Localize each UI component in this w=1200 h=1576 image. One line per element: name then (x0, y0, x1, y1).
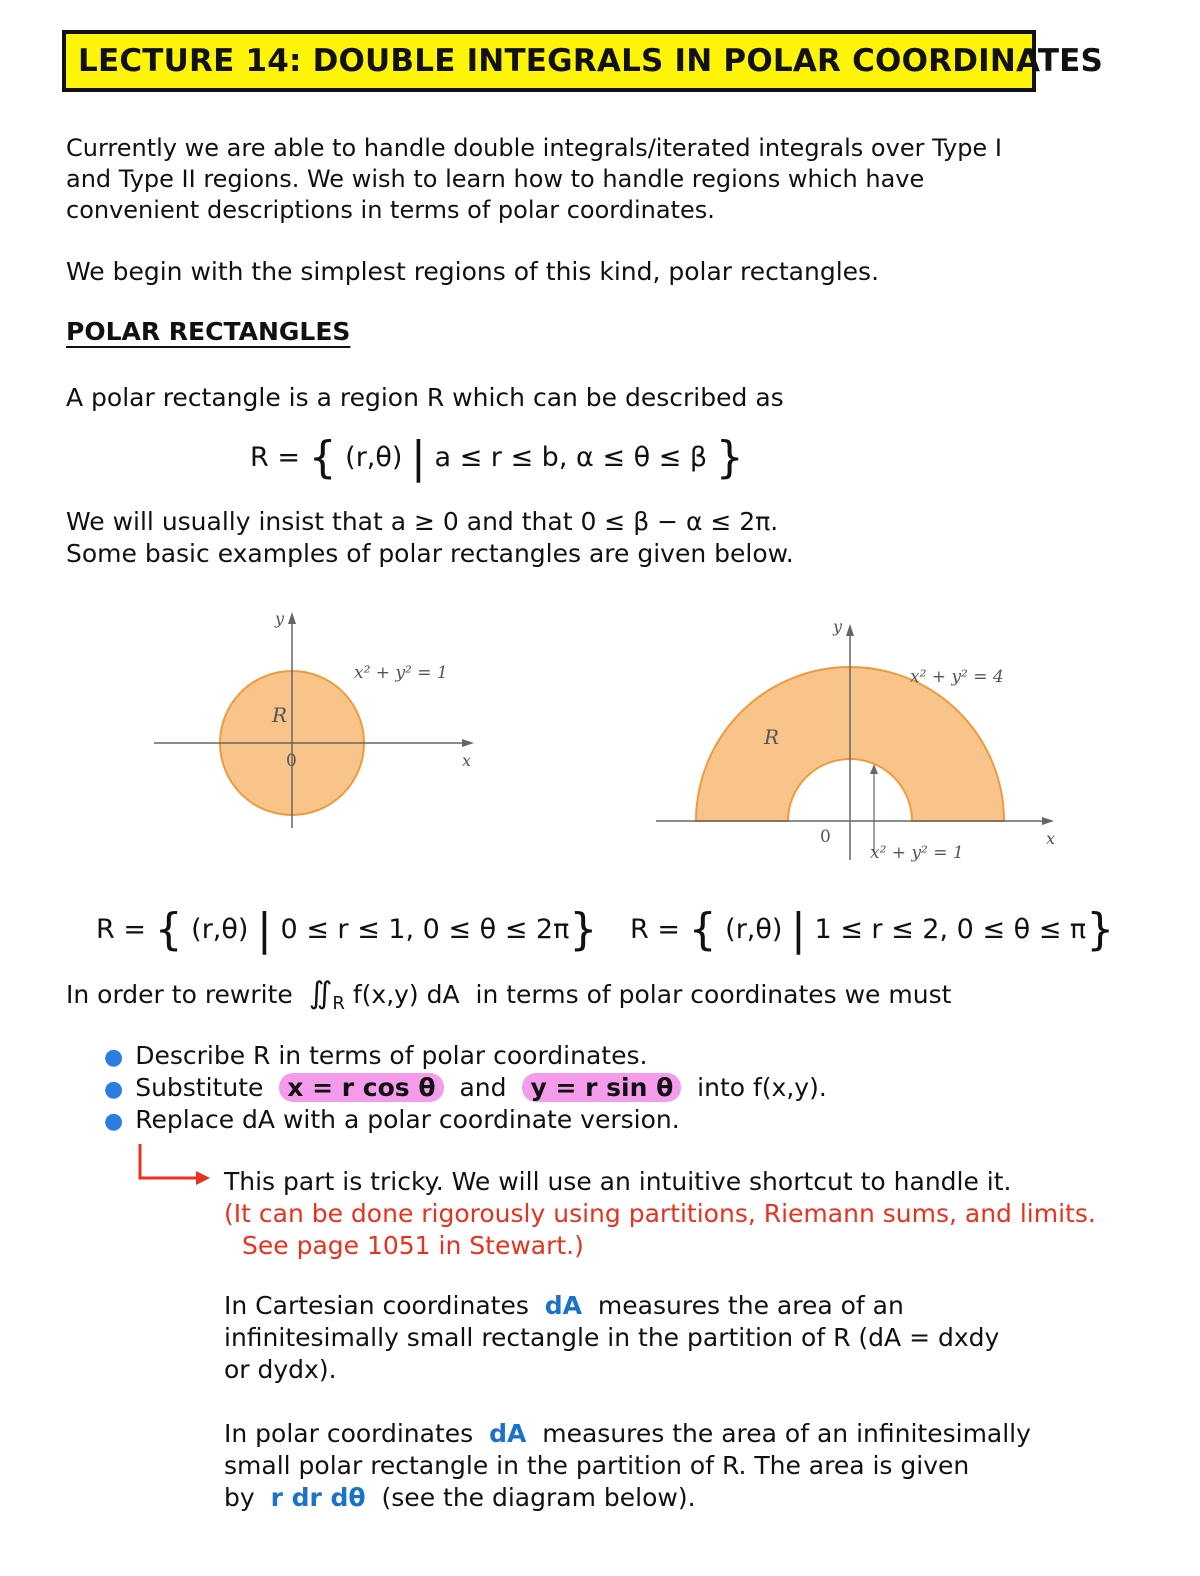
close-brace: } (1086, 904, 1115, 955)
integral-subscript: R (332, 993, 345, 1014)
bullet-pre: Substitute (135, 1073, 264, 1102)
polar-line-3 (224, 1482, 696, 1514)
highlight-x: x = r cos θ (279, 1073, 443, 1102)
red-arrow-icon (134, 1140, 214, 1196)
open-brace: { (308, 432, 337, 483)
open-brace: { (688, 904, 717, 955)
intro-line-1: Currently we are able to handle double integrals/iterated integrals over Type I (66, 134, 1002, 162)
polar-pre: In polar coordinates (224, 1419, 474, 1448)
page-title: LECTURE 14: DOUBLE INTEGRALS IN POLAR COORDINATES (78, 43, 1104, 79)
polar-see-diagram: (see the diagram below). (381, 1483, 696, 1512)
set-condition: 1 ≤ r ≤ 2, 0 ≤ θ ≤ π (814, 914, 1087, 945)
inner-curve-label: x² + y² = 1 (870, 843, 964, 863)
insist-line-2: Some basic examples of polar rectangles are given below. (66, 539, 794, 568)
definition-line: A polar rectangle is a region R which can be described as (66, 383, 784, 412)
cartesian-line-2: infinitesimally small rectangle in the partition of R (dA = dxdy (224, 1323, 1000, 1352)
x-axis-arrow (462, 739, 474, 747)
x-axis-label: x (1046, 829, 1056, 848)
cartesian-post: measures the area of an (597, 1291, 904, 1320)
rewrite-post: in terms of polar coordinates we must (475, 980, 952, 1009)
y-axis-arrow (288, 612, 296, 624)
rewrite-func: f(x,y) dA (352, 980, 460, 1009)
x-axis-arrow (1042, 817, 1054, 825)
cartesian-line-1 (224, 1290, 904, 1322)
y-axis-arrow (846, 624, 854, 636)
polar-rdrdtheta: r dr dθ (270, 1483, 366, 1512)
region-label: R (764, 725, 780, 749)
definition-set (250, 432, 744, 483)
bullet-text: Replace dA with a polar coordinate version. (135, 1105, 680, 1134)
region-label: R (272, 703, 288, 727)
begin-line: We begin with the simplest regions of this kind, polar rectangles. (66, 257, 880, 286)
bullet-post: into f(x,y). (697, 1073, 827, 1102)
bullet-item-3 (104, 1104, 680, 1138)
open-brace: { (154, 904, 183, 955)
set-unit-disk (96, 904, 598, 955)
set-bar: | (791, 904, 806, 955)
set-pair: (r,θ) (345, 442, 403, 473)
bullet-item-2 (104, 1072, 827, 1106)
set-bar: | (257, 904, 272, 955)
outer-curve-label: x² + y² = 4 (910, 667, 1004, 687)
title-box (62, 30, 1104, 92)
bullet-dot: ● (104, 1045, 124, 1070)
intro-line-3: convenient descriptions in terms of polar coordinates. (66, 196, 715, 224)
figure-unit-disk (140, 600, 500, 830)
set-pair: (r,θ) (725, 914, 783, 945)
origin-label: 0 (820, 827, 831, 847)
rewrite-pre: In order to rewrite (66, 980, 293, 1009)
polar-post: measures the area of an infinitesimally (542, 1419, 1031, 1448)
figure-half-annulus (650, 610, 1070, 870)
bullet-item-1 (104, 1040, 647, 1074)
polar-line-1 (224, 1418, 1031, 1450)
polar-line-2: small polar rectangle in the partition of R. The area is given (224, 1451, 970, 1480)
highlight-y: y = r sin θ (522, 1073, 681, 1102)
intro-line-2: and Type II regions. We wish to learn how to handle regions which have (66, 165, 925, 193)
arrow-path (140, 1144, 198, 1178)
set-half-annulus (630, 904, 1115, 955)
set-condition: a ≤ r ≤ b, α ≤ θ ≤ β (434, 442, 708, 473)
double-integral-sign: ∬ (308, 976, 333, 1011)
red-note-line-2: See page 1051 in Stewart.) (242, 1231, 584, 1260)
set-left: R = (250, 442, 309, 473)
arrow-head (196, 1171, 210, 1185)
bullet-dot: ● (104, 1109, 124, 1134)
x-axis-label: x (462, 751, 472, 770)
y-axis-label: y (274, 609, 284, 628)
tricky-line: This part is tricky. We will use an intuitive shortcut to handle it. (224, 1167, 1012, 1196)
polar-dA: dA (489, 1419, 527, 1448)
set-left: R = (630, 914, 689, 945)
curve-label: x² + y² = 1 (354, 663, 448, 683)
polar-by: by (224, 1483, 255, 1512)
cartesian-pre: In Cartesian coordinates (224, 1291, 529, 1320)
origin-label: 0 (286, 751, 297, 771)
set-pair: (r,θ) (191, 914, 249, 945)
section-heading: POLAR RECTANGLES (66, 317, 351, 346)
set-bar: | (411, 432, 426, 483)
rewrite-line (66, 978, 951, 1020)
insist-line-1: We will usually insist that a ≥ 0 and that 0 ≤ β − α ≤ 2π. (66, 507, 779, 536)
y-axis-label: y (832, 617, 842, 636)
close-brace: } (715, 432, 744, 483)
bullet-and: and (459, 1073, 507, 1102)
close-brace: } (569, 904, 598, 955)
cartesian-line-3: or dydx). (224, 1355, 337, 1384)
cartesian-dA: dA (544, 1291, 583, 1320)
bullet-dot: ● (104, 1077, 124, 1102)
bullet-text: Describe R in terms of polar coordinates. (135, 1041, 648, 1070)
set-condition: 0 ≤ r ≤ 1, 0 ≤ θ ≤ 2π (280, 914, 570, 945)
set-left: R = (96, 914, 155, 945)
red-note-line-1: (It can be done rigorously using partitions, Riemann sums, and limits. (224, 1199, 1096, 1228)
